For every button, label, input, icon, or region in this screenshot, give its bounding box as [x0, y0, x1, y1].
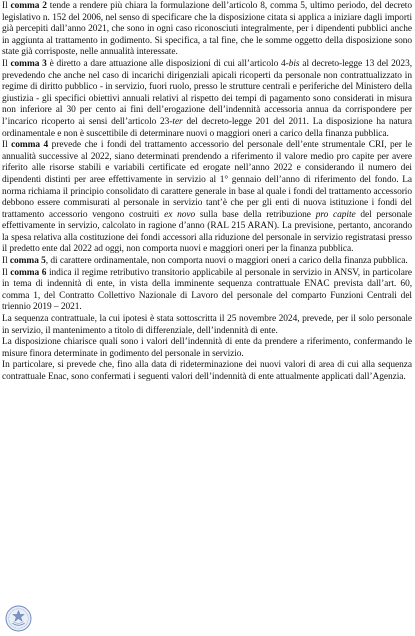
- paragraph-comma-4: [2, 140, 412, 256]
- paragraph-text: del personale effettivamente in servizio, calcolato in ragione d’anno (RAL 215 ARAN). La previsione, pertanto, ancorando la spesa relativa alla costituzione dei fondi accessori alla riduzione del personale in servizio registratasi presso il predetto ente dal 2022 ad oggi, non comporta nuovi e maggiori oneri per la finanza pubblica.: [2, 209, 412, 255]
- paragraph-text: , di carattere ordinamentale, non comporta nuovi o maggiori oneri a carico della finanza pubblica.: [45, 256, 408, 267]
- paragraph-disposizione: La disposizione chiarisce quali sono i valori dell’indennità di ente da prendere a riferimento, confermando le misure finora determinate in godimento del personale in servizio.: [2, 337, 412, 359]
- paragraph-lead: Il: [2, 256, 10, 267]
- comma-label: comma 2: [10, 1, 47, 11]
- emblem-seal-icon: [5, 605, 32, 632]
- italic-term: bis: [288, 58, 300, 69]
- italic-term: pro capite: [315, 209, 356, 220]
- paragraph-lead: Il: [2, 140, 12, 151]
- paragraph-comma-6: [2, 268, 412, 314]
- paragraph-text: indica il regime retributivo transitorio applicabile al personale in servizio in ANSV, in particolare in tema di indennità di ente, in vista della imminente sequenza contrattuale ENAC prevista dall’art. 60, comma 1, del Contratto Collettivo Nazionale di Lavoro del personale del comparto Funzioni Centrali del triennio 2019 – 2021.: [2, 267, 412, 313]
- paragraph-text: tende a rendere più chiara la formulazione dell’articolo 8, comma 5, ultimo periodo, del decreto legislativo n. 152 del 2006, nel senso di specificare che la disposizione citata si applica a iniziare dagli importi già percepiti dall’anno 2021, che sono in ogni caso riconosciuti integralmente, per i dipendenti pubblici anche in aggiunta al trattamento in godimento. Si specifica, a tal fine, che le somme oggetto della disposizione sono state già corrisposte, nelle annualità interessate.: [2, 1, 413, 58]
- italic-term: ter: [172, 116, 183, 127]
- paragraph-text: sulla base della retribuzione: [195, 209, 316, 220]
- comma-label: comma 6: [10, 267, 47, 278]
- paragraph-comma-2: [2, 1, 412, 59]
- paragraph-text: prevede che i fondi del trattamento accessorio del personale dell’ente strumentale CRI, per le annualità successive al 2022, siano determinati prendendo a riferimento il valore medio pro capite per avere riferito alle risorse stabili e variabili certificate ed erogate nell’anno 2022 e considerando il numero dei dipendenti distinti per aree effettivamente in servizio al 1° gennaio dell’anno di riferimento del fondo. La norma richiama il principio consolidato di carattere generale in base al quale i fondi del trattamento accessorio debbono essere commisurati al personale in servizio tant’è che per gli enti di nuova istituzione i fondi del trattamento accessorio vengono costruiti: [2, 140, 413, 220]
- comma-label: comma 5: [9, 256, 46, 267]
- paragraph-comma-3: [2, 59, 412, 140]
- paragraph-text: è diretto a dare attuazione alle disposizioni di cui all’articolo 4-: [46, 58, 289, 69]
- document-body: [2, 1, 412, 384]
- paragraph-in-particolare: In particolare, si prevede che, fino alla data di rideterminazione dei nuovi valori di area di cui alla sequenza contrattuale Enac, sono confermati i seguenti valori dell’indennità di ente attualmente applicati dall’Agenzia.: [2, 360, 412, 382]
- paragraph-lead: Il: [2, 58, 11, 69]
- paragraph-text: al decreto-legge 13 del 2023, prevedendo che anche nel caso di incarichi dirigenziali apicali ricoperti da personale non contrattualizzato in regime di diritto pubblico - in servizio, fuori ruolo, presso le strutture centrali e periferiche del Ministero della giustizia - gli specifici obiettivi annuali relativi al rispetto dei tempi di pagamento sono considerati in misura non inferiore al 30 per cento ai fini dell’erogazione dell’indennità accessoria annua da corrispondere per l’incarico ricoperto ai sensi dell’articolo 23-: [2, 58, 413, 127]
- paragraph-text: del decreto-legge 201 del 2011. La disposizione ha natura ordinamentale e non è suscettibile di determinare nuovi o maggiori oneri a carico della finanza pubblica.: [2, 116, 412, 139]
- paragraph-comma-5: [2, 256, 412, 268]
- paragraph-sequenza: La sequenza contrattuale, la cui ipotesi è stata sottoscritta il 25 novembre 2024, prevede, per il solo personale in servizio, il mantenimento a titolo di differenziale, dell’indennità di ente.: [2, 314, 412, 336]
- comma-label: comma 3: [10, 58, 47, 69]
- italic-term: ex novo: [164, 209, 196, 220]
- comma-label: comma 4: [11, 140, 49, 151]
- paragraph-lead: Il: [2, 1, 11, 11]
- paragraph-lead: Il: [2, 267, 11, 278]
